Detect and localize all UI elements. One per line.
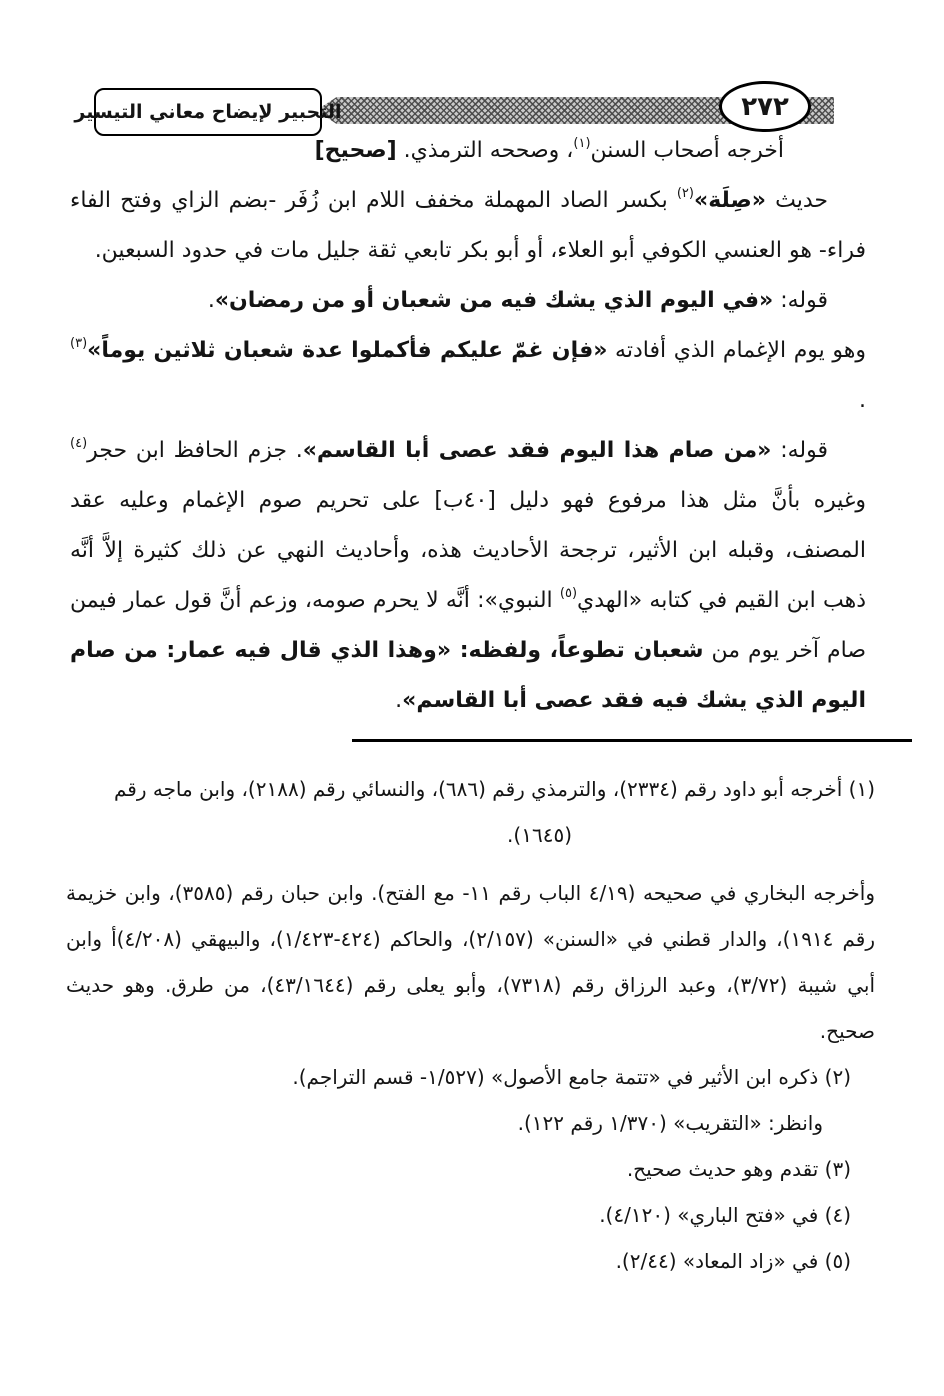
footnotes-block (66, 766, 875, 1284)
text-segment: «من صام هذا اليوم فقد عصى أبا القاسم» (302, 438, 772, 463)
text-segment: . (395, 688, 403, 713)
text-segment: قوله: (771, 438, 828, 463)
text-segment: «فإن غمّ عليكم فأكملوا عدة شعبان ثلاثين يوماً» (87, 338, 608, 363)
text-segment: أخرجه أصحاب السنن (590, 138, 784, 163)
footnote-ref-marker: (٣) (70, 335, 88, 351)
text-segment: قوله: (773, 288, 828, 313)
paragraph-silah (70, 176, 866, 276)
page-number: ٢٧٢ (741, 91, 789, 122)
text-segment: (٢) ذكره ابن الأثير في «تتمة جامع الأصول» (١/٥٢٧- قسم التراجم). (292, 1065, 851, 1089)
paragraph-qawluh-1 (70, 276, 866, 326)
text-segment: . جزم الحافظ ابن حجر (87, 438, 303, 463)
footnote-ref-marker: (٤) (70, 435, 88, 451)
text-segment: «في اليوم الذي يشك فيه من شعبان أو من رمضان» (214, 288, 774, 313)
text-segment: وهو يوم الإغمام الذي أفادته (607, 338, 866, 363)
main-text-block (70, 126, 866, 726)
footnote-ref-marker: (٢) (676, 185, 694, 201)
book-title: التحبير لإيضاح معاني التيسير (74, 101, 342, 123)
text-segment: حديث (766, 188, 828, 213)
text-segment: ، وصححه الترمذي. (396, 138, 574, 163)
footnote-1-line-2 (66, 812, 875, 858)
footnote-separator-rule (352, 739, 912, 742)
text-segment: وأخرجه البخاري في صحيحه (٤/١٩ الباب رقم ١١- مع الفتح). وابن حبان رقم (٣٥٨٥)، وابن خزيمة رقم ١٩١٤)، والدار قطني في «السنن» (٢/١٥٧)، والحاكم (١/٤٢٣‎-‎٤٢٤)، والبيهقي (٤/٢٠٨)أ وابن أبي شيبة (٣/٧٢)، وعبد الرزاق رقم (٧٣١٨)، وأبو يعلى رقم (٤٣/١٦٤٤)، من طرق. وهو حديث صحيح. (66, 881, 876, 1043)
book-title-box (74, 88, 342, 136)
text-segment: (١٦٤٥). (507, 823, 572, 847)
text-segment: النبوي»: أنَّه لا يحرم صومه، وزعم أنَّ قول عمار فيمن صام آخر يوم من (70, 588, 866, 663)
text-segment: . (207, 288, 215, 313)
footnote-2 (66, 1054, 875, 1100)
text-segment: (٤) في «فتح الباري» (٤/١٢٠). (599, 1203, 851, 1227)
text-segment: «صِلَة» (693, 188, 766, 213)
text-segment: (١) أخرجه أبو داود رقم (٢٣٣٤)، والترمذي رقم (٦٨٦)، والنسائي رقم (٢١٨٨)، وابن ماجه رقم (113, 777, 875, 801)
page-number-badge (719, 81, 811, 132)
footnote-ref-marker: (١) (573, 135, 591, 151)
text-segment: (٥) في «زاد المعاد» (٢/٤٤). (615, 1249, 851, 1273)
text-segment: (٣) تقدم وهو حديث صحيح. (626, 1157, 851, 1181)
text-segment: [صحيح] (314, 138, 397, 163)
footnote-5 (66, 1238, 875, 1284)
footnote-1-continuation (66, 870, 875, 1054)
text-segment: بكسر الصاد المهملة مخفف اللام ابن زُفَر -بضم الزاي وفتح الفاء فراء- هو العنسي الكوفي أبو العلاء، أو أبو بكر تابعي ثقة جليل مات في حدود السبعين. (70, 188, 866, 263)
text-segment: وانظر: «التقريب» (١/٣٧٠ رقم ١٢٢). (517, 1111, 823, 1135)
text-segment: وغيره بأنَّ مثل هذا مرفوع فهو دليل [٤٠ب] على تحريم صوم الإغمام وعليه عقد المصنف، وقبله ابن الأثير، ترجحة الأحاديث هذه، وأحاديث النهي عن ذلك كثيرة إلاَّ أنَّه ذهب ابن القيم في كتابه «الهدي (70, 488, 866, 613)
footnote-2-see-also (66, 1100, 875, 1146)
footnote-4 (66, 1192, 875, 1238)
paragraph-ighmam (70, 326, 866, 426)
paragraph-qawluh-2 (70, 426, 866, 726)
text-segment: . (859, 388, 866, 413)
footnote-ref-marker: (٥) (559, 585, 578, 601)
text-segment: شعبان تطوعاً، ولفظه: «وهذا الذي قال فيه عمار: من صام اليوم الذي يشك فيه فقد عصى أبا القاسم» (70, 638, 866, 713)
footnote-3 (66, 1146, 875, 1192)
footnote-1-line-1 (66, 766, 875, 812)
